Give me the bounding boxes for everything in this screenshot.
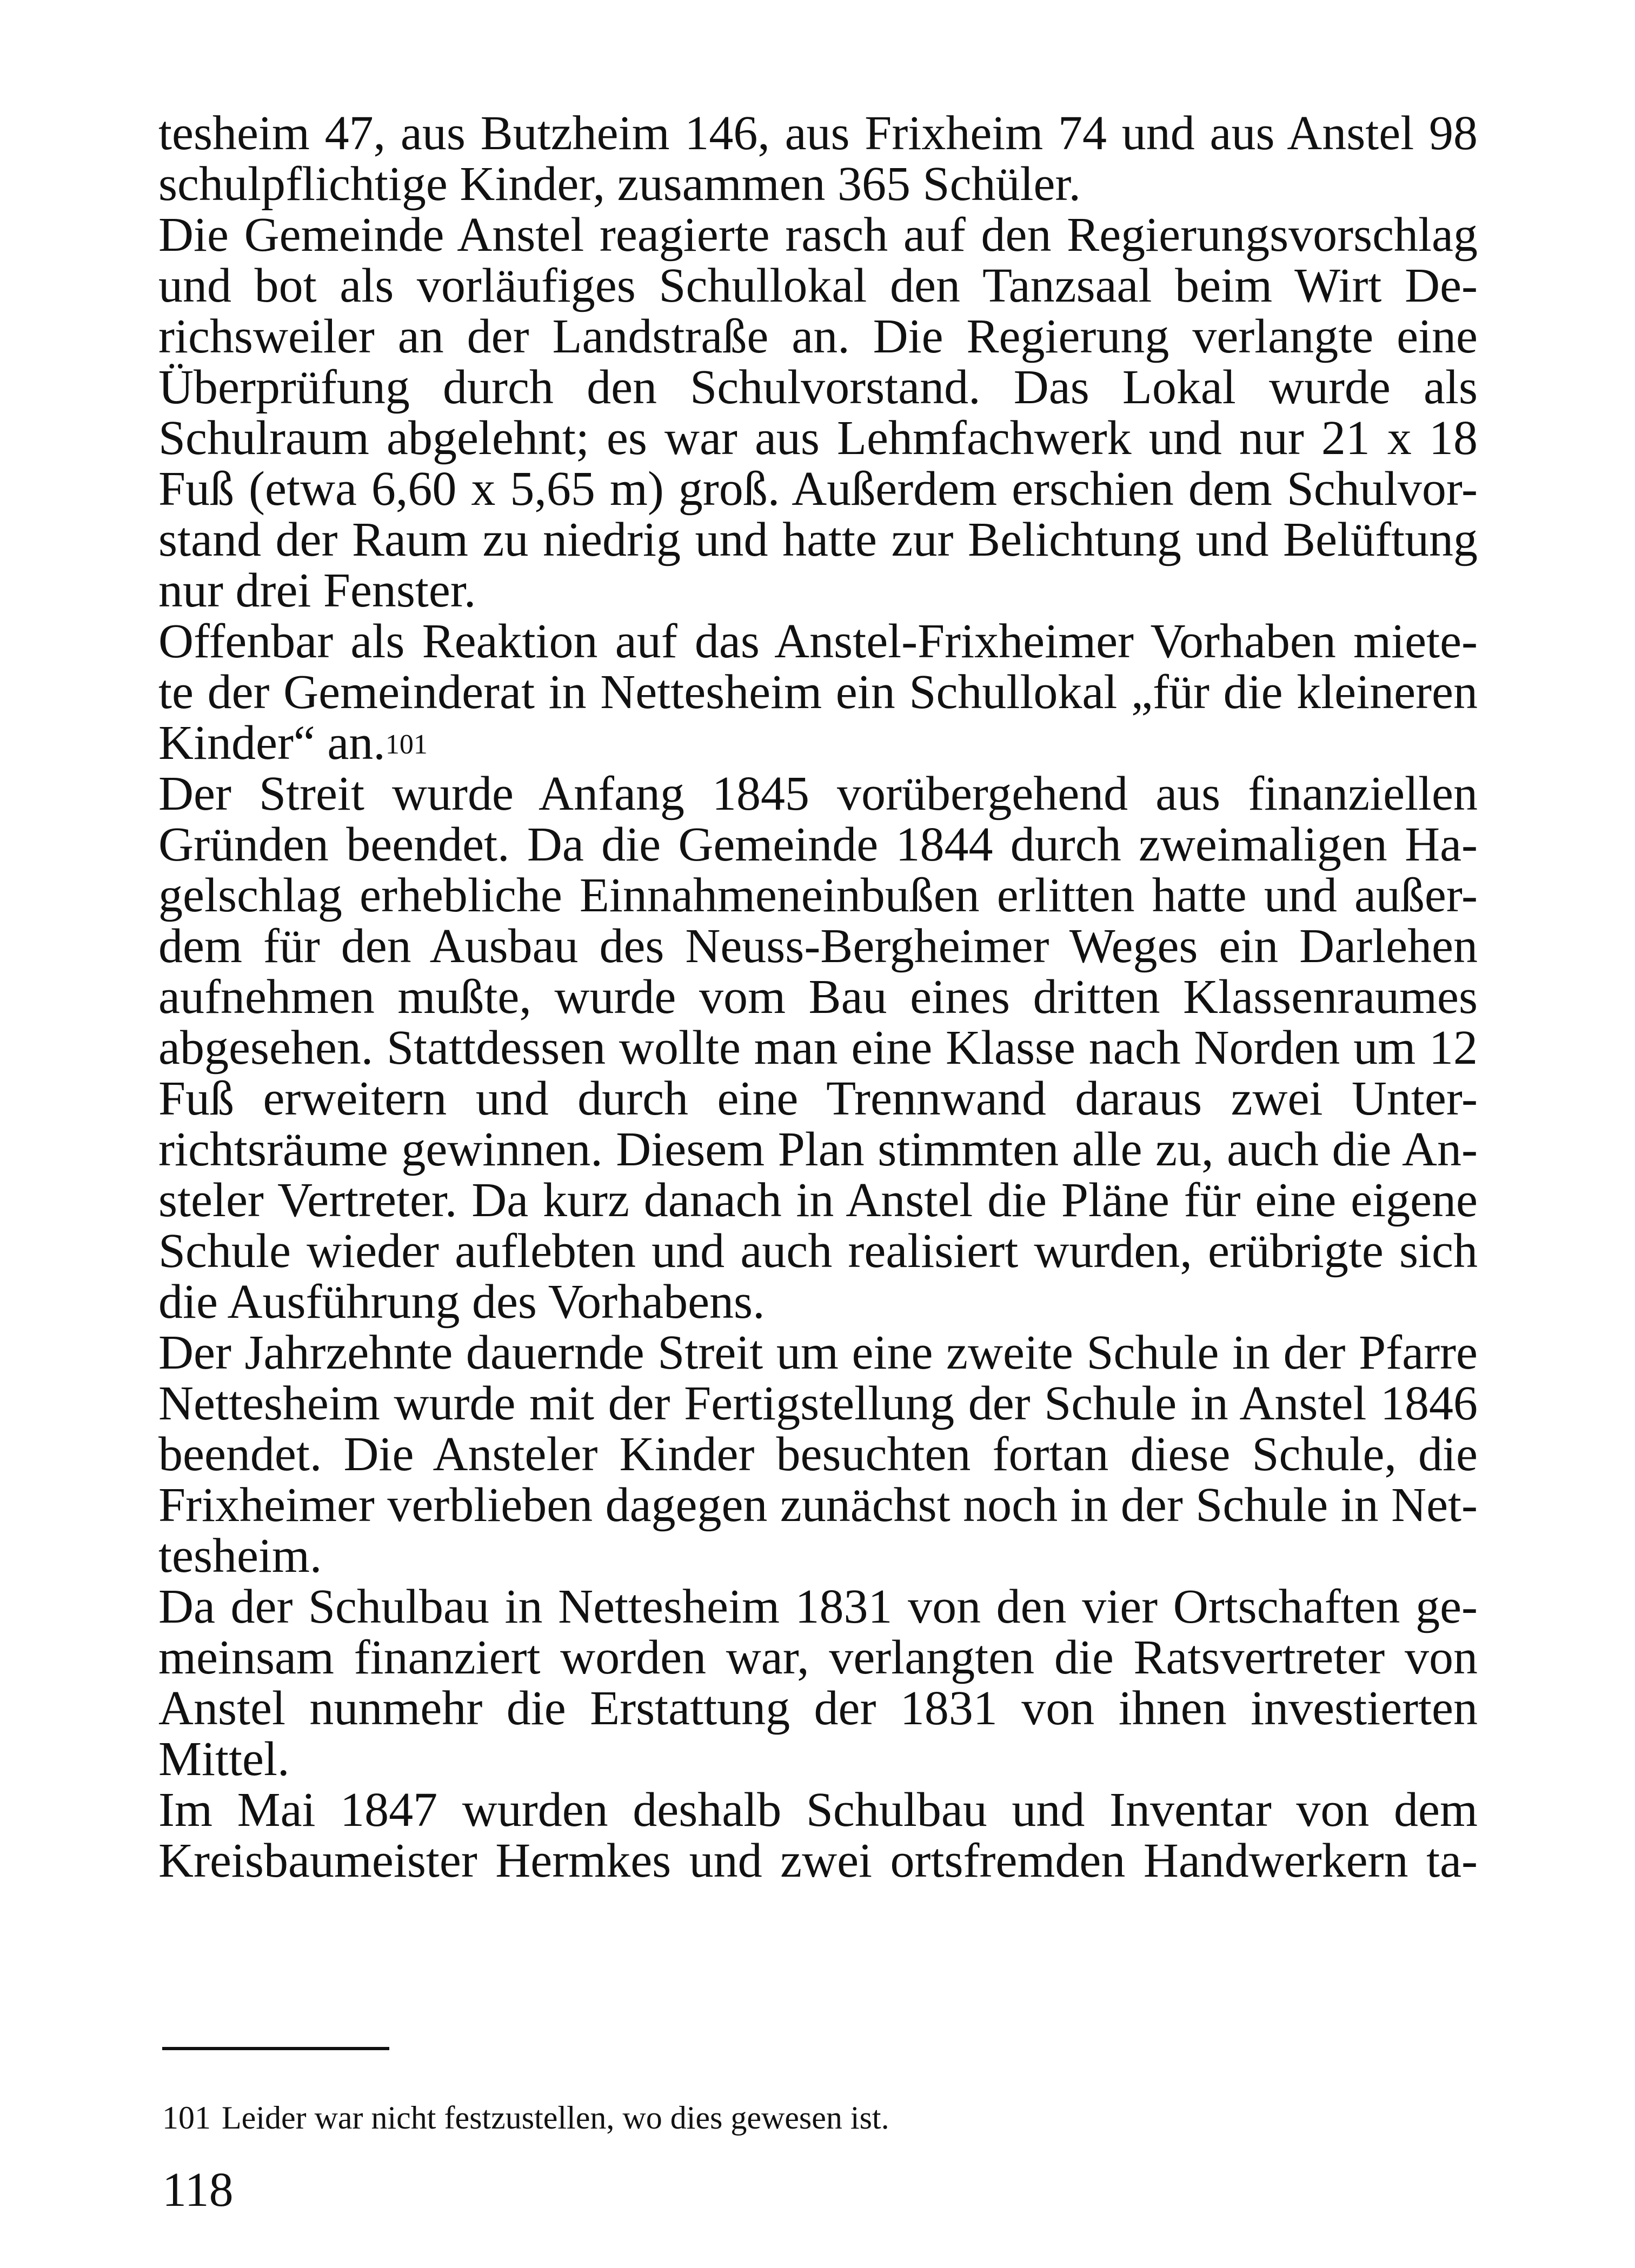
text-line: dem für den Ausbau des Neuss-Bergheimer Weges ein Darlehen xyxy=(158,919,1478,973)
text-line: Überprüfung durch den Schulvorstand. Das Lokal wurde als xyxy=(158,361,1478,414)
text-line: Die Gemeinde Anstel reagierte rasch auf den Regierungsvorschlag xyxy=(158,208,1478,262)
text-line: Der Jahrzehnte dauernde Streit um eine zweite Schule in der Pfarre xyxy=(158,1326,1478,1379)
text-line-with-footnote-ref xyxy=(158,718,1478,769)
text-line: tesheim. xyxy=(158,1529,322,1583)
text-line: Frixheimer verblieben dagegen zunächst noch in der Schule in Net- xyxy=(158,1478,1478,1532)
text-line: Fuß (etwa 6,60 x 5,65 m) groß. Außerdem erschien dem Schulvor- xyxy=(158,462,1478,516)
text-line: Da der Schulbau in Nettesheim 1831 von den vier Ortschaften ge- xyxy=(158,1580,1478,1633)
text-line: Mittel. xyxy=(158,1732,290,1786)
text-line: und bot als vorläufiges Schullokal den Tanzsaal beim Wirt De- xyxy=(158,259,1478,312)
body-text xyxy=(158,108,1478,1886)
text-line: Schule wieder auflebten und auch realisiert wurden, erübrigte sich xyxy=(158,1224,1478,1278)
text-line: Anstel nunmehr die Erstattung der 1831 von ihnen investierten xyxy=(158,1682,1478,1735)
text-line: Kreisbaumeister Hermkes und zwei ortsfremden Handwerkern ta- xyxy=(158,1834,1478,1887)
text-line: meinsam finanziert worden war, verlangten die Ratsvertreter von xyxy=(158,1631,1478,1684)
text-line: richsweiler an der Landstraße an. Die Regierung verlangte eine xyxy=(158,310,1478,363)
text-line: abgesehen. Stattdessen wollte man eine Klasse nach Norden um 12 xyxy=(158,1021,1478,1075)
text-line: gelschlag erhebliche Einnahmeneinbußen erlitten hatte und außer- xyxy=(158,869,1478,922)
text-line: Nettesheim wurde mit der Fertigstellung der Schule in Anstel 1846 xyxy=(158,1377,1478,1430)
text-line: Fuß erweitern und durch eine Trennwand daraus zwei Unter- xyxy=(158,1072,1478,1125)
text-line: Offenbar als Reaktion auf das Anstel-Frixheimer Vorhaben miete- xyxy=(158,615,1478,668)
text-line: steler Vertreter. Da kurz danach in Anstel die Pläne für eine eigene xyxy=(158,1173,1478,1227)
text-line: stand der Raum zu niedrig und hatte zur Belichtung und Belüftung xyxy=(158,513,1478,566)
text-line: Schulraum abgelehnt; es war aus Lehmfachwerk und nur 21 x 18 xyxy=(158,411,1478,465)
text-line: nur drei Fenster. xyxy=(158,564,476,617)
text-line: Der Streit wurde Anfang 1845 vorübergehend aus finanziellen xyxy=(158,767,1478,821)
text-line-content: Kinder“ an. xyxy=(158,716,386,770)
footnote-separator xyxy=(162,2047,389,2050)
footnote-text: Leider war nicht festzustellen, wo dies gewesen ist. xyxy=(222,2100,889,2136)
text-line: aufnehmen mußte, wurde vom Bau eines dritten Klassenraumes xyxy=(158,970,1478,1024)
text-line: Gründen beendet. Da die Gemeinde 1844 durch zweimaligen Ha- xyxy=(158,818,1478,871)
text-line: richtsräume gewinnen. Diesem Plan stimmten alle zu, auch die An- xyxy=(158,1123,1478,1176)
text-line: schulpflichtige Kinder, zusammen 365 Schüler. xyxy=(158,157,1081,211)
text-line: Im Mai 1847 wurden deshalb Schulbau und Inventar von dem xyxy=(158,1783,1478,1837)
text-line: te der Gemeinderat in Nettesheim ein Schullokal „für die kleineren xyxy=(158,665,1478,719)
footnote xyxy=(162,2098,889,2137)
page-number: 118 xyxy=(162,2163,234,2217)
footnote-reference: 101 xyxy=(385,729,428,760)
text-line: tesheim 47, aus Butzheim 146, aus Frixheim 74 und aus Anstel 98 xyxy=(158,106,1478,160)
footnote-number: 101 xyxy=(162,2100,211,2136)
text-line: beendet. Die Ansteler Kinder besuchten fortan diese Schule, die xyxy=(158,1427,1478,1481)
text-line: die Ausführung des Vorhabens. xyxy=(158,1275,765,1329)
